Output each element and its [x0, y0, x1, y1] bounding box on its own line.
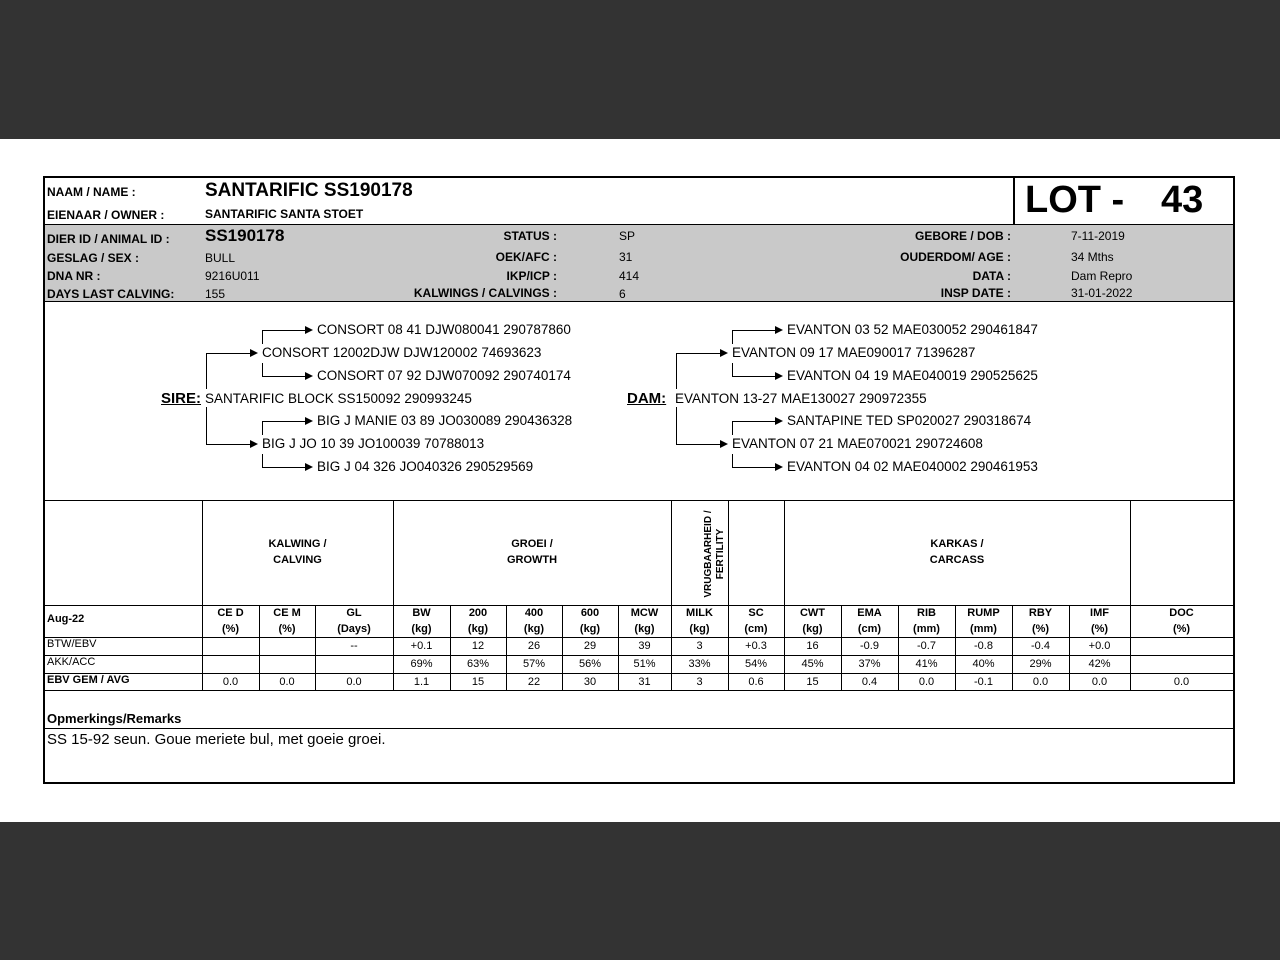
column-header-unit: (kg): [634, 623, 655, 635]
table-cell: 0.6: [748, 676, 764, 688]
table-cell: 1.1: [413, 676, 430, 688]
table-cell: 0.0: [918, 676, 935, 688]
afc-value: 31: [619, 250, 633, 264]
column-header-name: EMA: [857, 607, 882, 619]
column-header-unit: (cm): [744, 623, 768, 635]
age-label: OUDERDOM/ AGE :: [900, 250, 1011, 264]
sheet: [0, 139, 1280, 822]
dna-label: DNA NR :: [47, 269, 101, 283]
lot-card: [43, 176, 1235, 784]
column-header: [202, 605, 259, 637]
table-top-border: [45, 500, 1233, 501]
column-header-unit: (Days): [337, 623, 371, 635]
details-band: [45, 224, 1233, 302]
table-cell: -0.9: [860, 640, 879, 652]
column-header: [1012, 605, 1069, 637]
ssd-arrow: [305, 372, 313, 380]
column-header: [728, 605, 784, 637]
table-cell: 0.0: [1173, 676, 1190, 688]
sire-dam-sire-name: BIG J MANIE 03 89 JO030089 290436328: [317, 413, 573, 428]
table-cell: +0.1: [410, 640, 433, 652]
row-label: EBV GEM / AVG: [47, 674, 130, 686]
ds-connector-up: [732, 330, 733, 344]
sire-label: SIRE:: [161, 390, 202, 407]
column-header: [898, 605, 955, 637]
column-header: [315, 605, 393, 637]
data-value: Dam Repro: [1071, 269, 1133, 283]
row-label: AKK/ACC: [47, 656, 96, 668]
group-calving-line2: CALVING: [273, 554, 322, 566]
column-header-name: CE D: [217, 607, 244, 619]
table-cell: 15: [806, 676, 819, 688]
dss-arrow: [775, 326, 783, 334]
table-cell: [259, 655, 315, 673]
table-cell: 45%: [801, 658, 824, 670]
table-cell: 42%: [1088, 658, 1111, 670]
table-cell: 31: [638, 676, 651, 688]
calvings-label: KALWINGS / CALVINGS :: [413, 286, 557, 300]
column-header-unit: (kg): [579, 623, 601, 635]
animal-id-value: SS190178: [205, 226, 285, 245]
dam-sire-name: EVANTON 09 17 MAE090017 71396287: [732, 345, 976, 360]
column-header-unit: (kg): [467, 623, 489, 635]
table-cell: -0.8: [974, 640, 993, 652]
column-header-name: 400: [524, 607, 544, 619]
table-cell: [202, 637, 259, 655]
dam-label: DAM:: [627, 390, 667, 407]
column-header: [1130, 605, 1233, 637]
table-cell: 39: [638, 640, 651, 652]
owner-value: SANTARIFIC SANTA STOET: [205, 207, 364, 221]
column-header: [784, 605, 841, 637]
remarks-label: Opmerkings/Remarks: [47, 711, 182, 726]
ss-connector-up: [262, 330, 263, 344]
dob-value: 7-11-2019: [1071, 229, 1125, 243]
table-cell: 0.0: [346, 676, 362, 688]
calvings-value: 6: [619, 287, 626, 301]
sire-sire-arrow: [250, 349, 258, 357]
column-header-name: 600: [580, 607, 600, 619]
sds-arrow: [305, 417, 313, 425]
status-value: SP: [619, 229, 636, 243]
dds-arrow: [775, 417, 783, 425]
table-cell: 3: [696, 676, 703, 688]
group-carcass-line2: CARCASS: [929, 554, 985, 566]
column-header-name: CE M: [273, 607, 301, 619]
lot-box: [1013, 178, 1233, 224]
sire-sire-sire-name: CONSORT 08 41 DJW080041 290787860: [317, 322, 571, 337]
dam-dam-dam-name: EVANTON 04 02 MAE040002 290461953: [787, 459, 1038, 474]
group-fertility-line2: FERTILITY: [715, 528, 726, 580]
column-header-unit: (%): [1031, 623, 1050, 635]
ds-connector-down-h: [732, 376, 775, 377]
table-cell: +0.0: [1088, 640, 1111, 652]
ss-connector-up-h: [262, 330, 305, 331]
table-cell: 40%: [972, 658, 995, 670]
column-header: [506, 605, 562, 637]
column-header: [841, 605, 898, 637]
sire-connector-up-h: [206, 353, 251, 354]
column-header-unit: (%): [278, 623, 296, 635]
sire-sire-name: CONSORT 12002DJW DJW120002 74693623: [262, 345, 542, 360]
group-carcass: [784, 536, 1130, 568]
ddd-arrow: [775, 463, 783, 471]
sd-connector-up-h: [262, 421, 305, 422]
days-label: DAYS LAST CALVING:: [47, 287, 175, 301]
column-header-unit: (%): [1090, 623, 1109, 635]
sire-connector-down-h: [206, 444, 251, 445]
ds-connector-up-h: [732, 330, 775, 331]
pedigree: [45, 302, 1233, 500]
column-header-unit: (cm): [857, 623, 882, 635]
sex-value: BULL: [205, 251, 236, 265]
dna-value: 9216U011: [205, 269, 260, 283]
ebv-table: [45, 500, 1233, 690]
column-header: [259, 605, 315, 637]
sex-label: GESLAG / SEX :: [47, 251, 140, 265]
column-header: [393, 605, 450, 637]
animal-id-label: DIER ID / ANIMAL ID :: [47, 232, 170, 246]
column-header-name: BW: [412, 607, 431, 619]
column-header-unit: (mm): [970, 623, 997, 635]
dd-connector-down-h: [732, 467, 775, 468]
group-growth: [393, 536, 671, 568]
table-cell: [259, 637, 315, 655]
dam-dam-sire-name: SANTAPINE TED SP020027 290318674: [787, 413, 1032, 428]
table-cell: --: [350, 640, 358, 652]
dam-name: EVANTON 13-27 MAE130027 290972355: [675, 391, 927, 406]
lot-number: 43: [1161, 179, 1204, 221]
name-label: NAAM / NAME :: [47, 185, 136, 199]
table-cell: 41%: [915, 658, 938, 670]
table-cell: 15: [471, 676, 485, 688]
dam-connector-down-h: [676, 444, 721, 445]
table-cell: 30: [583, 676, 597, 688]
column-header-name: GL: [346, 607, 362, 619]
sd-connector-up: [262, 421, 263, 435]
remarks-text: SS 15-92 seun. Goue meriete bul, met goeie groei.: [47, 731, 386, 748]
days-value: 155: [205, 287, 226, 301]
dd-connector-up: [732, 421, 733, 435]
table-cell: 0.4: [861, 676, 878, 688]
dam-dam-arrow: [720, 440, 728, 448]
icp-value: 414: [619, 269, 640, 283]
sd-connector-down: [262, 454, 263, 467]
column-header: [450, 605, 506, 637]
table-cell: 22: [527, 676, 541, 688]
column-header-unit: (mm): [913, 623, 940, 635]
icp-label: IKP/ICP :: [506, 269, 557, 283]
sss-arrow: [305, 326, 313, 334]
group-growth-line1: GROEI /: [511, 538, 553, 550]
sd-connector-down-h: [262, 467, 305, 468]
dam-connector-up: [676, 353, 677, 389]
table-cell: -0.4: [1031, 640, 1050, 652]
table-cell: 16: [806, 640, 819, 652]
group-calving-line1: KALWING /: [268, 538, 327, 550]
ss-connector-down: [262, 363, 263, 376]
table-cell: 54%: [744, 658, 768, 670]
sire-sire-dam-name: CONSORT 07 92 DJW070092 290740174: [317, 368, 571, 383]
column-header-name: RIB: [917, 607, 936, 619]
table-cell: 69%: [410, 658, 433, 670]
row-label: BTW/EBV: [47, 638, 97, 650]
sire-dam-name: BIG J JO 10 39 JO100039 70788013: [262, 436, 485, 451]
status-label: STATUS :: [503, 229, 557, 243]
group-carcass-line1: KARKAS /: [930, 538, 984, 550]
column-header-name: MILK: [686, 607, 713, 619]
column-header-name: DOC: [1169, 607, 1194, 619]
column-header-name: RBY: [1028, 607, 1053, 619]
dam-connector-up-h: [676, 353, 721, 354]
data-label: DATA :: [972, 269, 1011, 283]
insp-date-value: 31-01-2022: [1071, 286, 1133, 300]
ds-connector-down: [732, 363, 733, 376]
column-header: [562, 605, 618, 637]
column-header-unit: (kg): [411, 623, 432, 635]
lot-label: LOT -: [1025, 179, 1125, 221]
column-header-name: IMF: [1090, 607, 1109, 619]
column-header-unit: (%): [1172, 623, 1191, 635]
table-cell: 3: [696, 640, 703, 652]
dam-sire-sire-name: EVANTON 03 52 MAE030052 290461847: [787, 322, 1038, 337]
column-header-name: CWT: [799, 607, 826, 619]
table-cell: 56%: [578, 658, 602, 670]
column-header-name: MCW: [630, 607, 659, 619]
sire-name: SANTARIFIC BLOCK SS150092 290993245: [205, 391, 472, 406]
remarks-border: [45, 728, 1233, 729]
table-cell: 26: [527, 640, 541, 652]
dam-dam-name: EVANTON 07 21 MAE070021 290724608: [732, 436, 983, 451]
table-cell: 33%: [688, 658, 711, 670]
group-growth-line2: GROWTH: [506, 554, 558, 566]
period-label: Aug-22: [47, 613, 85, 625]
table-cell: -0.7: [917, 640, 936, 652]
table-cell: [1130, 655, 1233, 673]
table-cell: 37%: [858, 658, 881, 670]
table-cell: -0.1: [974, 676, 993, 688]
sire-connector-down: [206, 407, 207, 444]
insp-date-label: INSP DATE :: [940, 286, 1011, 300]
group-fertility-line1: VRUGBAARHEID /: [703, 510, 714, 598]
column-header: [618, 605, 671, 637]
table-cell: 29%: [1029, 658, 1052, 670]
table-cell: +0.3: [745, 640, 767, 652]
table-cell: 0.0: [279, 676, 295, 688]
column-header-name: 200: [468, 607, 488, 619]
sire-connector-up: [206, 353, 207, 389]
sire-dam-dam-name: BIG J 04 326 JO040326 290529569: [317, 459, 534, 474]
dob-label: GEBORE / DOB :: [914, 229, 1011, 243]
column-header: [671, 605, 728, 637]
column-header-unit: (kg): [802, 623, 823, 635]
table-cell: 0.0: [222, 676, 239, 688]
ss-connector-down-h: [262, 376, 305, 377]
table-cell: 63%: [466, 658, 490, 670]
column-header-unit: (%): [221, 623, 240, 635]
afc-label: OEK/AFC :: [495, 250, 557, 264]
table-cell: 57%: [522, 658, 546, 670]
column-header: [1069, 605, 1130, 637]
column-header: [955, 605, 1012, 637]
dd-connector-up-h: [732, 421, 775, 422]
table-cell: [202, 655, 259, 673]
column-header-name: RUMP: [967, 607, 1000, 619]
dam-sire-arrow: [720, 349, 728, 357]
column-header-unit: (kg): [523, 623, 545, 635]
dsd-arrow: [775, 372, 783, 380]
table-cell: 0.0: [1091, 676, 1108, 688]
animal-name: SANTARIFIC SS190178: [205, 180, 413, 201]
sdd-arrow: [305, 463, 313, 471]
dam-sire-dam-name: EVANTON 04 19 MAE040019 290525625: [787, 368, 1038, 383]
table-cell: [315, 655, 393, 673]
column-header-unit: (kg): [689, 623, 710, 635]
column-header-name: SC: [748, 607, 764, 619]
sire-dam-arrow: [250, 440, 258, 448]
dam-connector-down: [676, 407, 677, 444]
table-cell: 29: [583, 640, 597, 652]
group-calving: [202, 536, 393, 568]
table-cell: 51%: [633, 658, 656, 670]
table-cell: 0.0: [1032, 676, 1049, 688]
table-cell: [1130, 637, 1233, 655]
dd-connector-down: [732, 454, 733, 467]
table-cell: 12: [471, 640, 485, 652]
owner-label: EIENAAR / OWNER :: [47, 208, 165, 222]
age-value: 34 Mths: [1071, 250, 1114, 264]
